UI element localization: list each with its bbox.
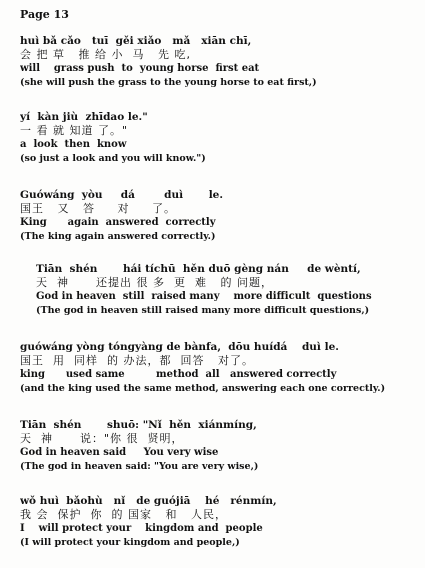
- translation-line: (I will protect your kingdom and people,): [20, 537, 240, 548]
- hanzi-line: 国王 又 答 对 了。: [20, 202, 176, 215]
- translation-line: (and the king used the same method, answering each one correctly.): [20, 383, 386, 394]
- pinyin-line: wǒ huì bǎohù nǐ de guójiā hé rénmín,: [20, 495, 277, 507]
- pinyin-line: guówáng yòng tóngyàng de bànfa, dōu huídá duì le.: [20, 341, 339, 353]
- gloss-line: I will protect your kingdom and people: [20, 523, 263, 534]
- passage-4: [36, 262, 419, 318]
- gloss-line: God in heaven still raised many more difficult questions: [36, 291, 372, 302]
- gloss-line: God in heaven said You very wise: [20, 447, 219, 458]
- gloss-line: a look then know: [20, 139, 127, 150]
- hanzi-line: 天 神 还提出 很 多 更 难 的 问题，: [36, 276, 273, 289]
- page-number: Page 13: [20, 8, 69, 21]
- translation-line: (The god in heaven still raised many more difficult questions,): [36, 305, 370, 316]
- gloss-line: King again answered correctly: [20, 217, 216, 228]
- passage-2: [20, 110, 419, 166]
- translation-line: (The king again answered correctly.): [20, 231, 216, 242]
- passage-3: [20, 188, 419, 244]
- gloss-line: king used same method all answered correctly: [20, 369, 337, 380]
- hanzi-line: 我 会 保护 你 的 国家 和 人民，: [20, 508, 227, 521]
- translation-line: (she will push the grass to the young horse to eat first,): [20, 77, 317, 88]
- gloss-line: will grass push to young horse first eat: [20, 63, 260, 74]
- hanzi-line: 会 把 草 推 给 小 马 先 吃,: [20, 48, 191, 61]
- pinyin-line: Tiān shén hái tíchū hěn duō gèng nán de wèntí,: [36, 263, 361, 275]
- translation-line: (so just a look and you will know."): [20, 153, 206, 164]
- pinyin-line: Guówáng yòu dá duì le.: [20, 189, 224, 201]
- passage-5: [20, 340, 419, 396]
- hanzi-line: 国王 用 同样 的 办法，都 回答 对了。: [20, 354, 254, 367]
- passage-7: [20, 494, 419, 550]
- translation-line: (The god in heaven said: "You are very wise,): [20, 461, 259, 472]
- hanzi-line: 一 看 就 知道 了。": [20, 124, 129, 137]
- pinyin-line: huì bǎ cǎo tuī gěi xiǎo mǎ xiān chī,: [20, 35, 252, 47]
- pinyin-line: Tiān shén shuō: "Nǐ hěn xiánmíng,: [20, 419, 257, 431]
- passage-6: [20, 418, 419, 474]
- hanzi-line: 天 神 说："你 很 贤明，: [20, 432, 184, 445]
- pinyin-line: yí kàn jiù zhīdao le.": [20, 111, 148, 123]
- passage-1: [20, 34, 419, 90]
